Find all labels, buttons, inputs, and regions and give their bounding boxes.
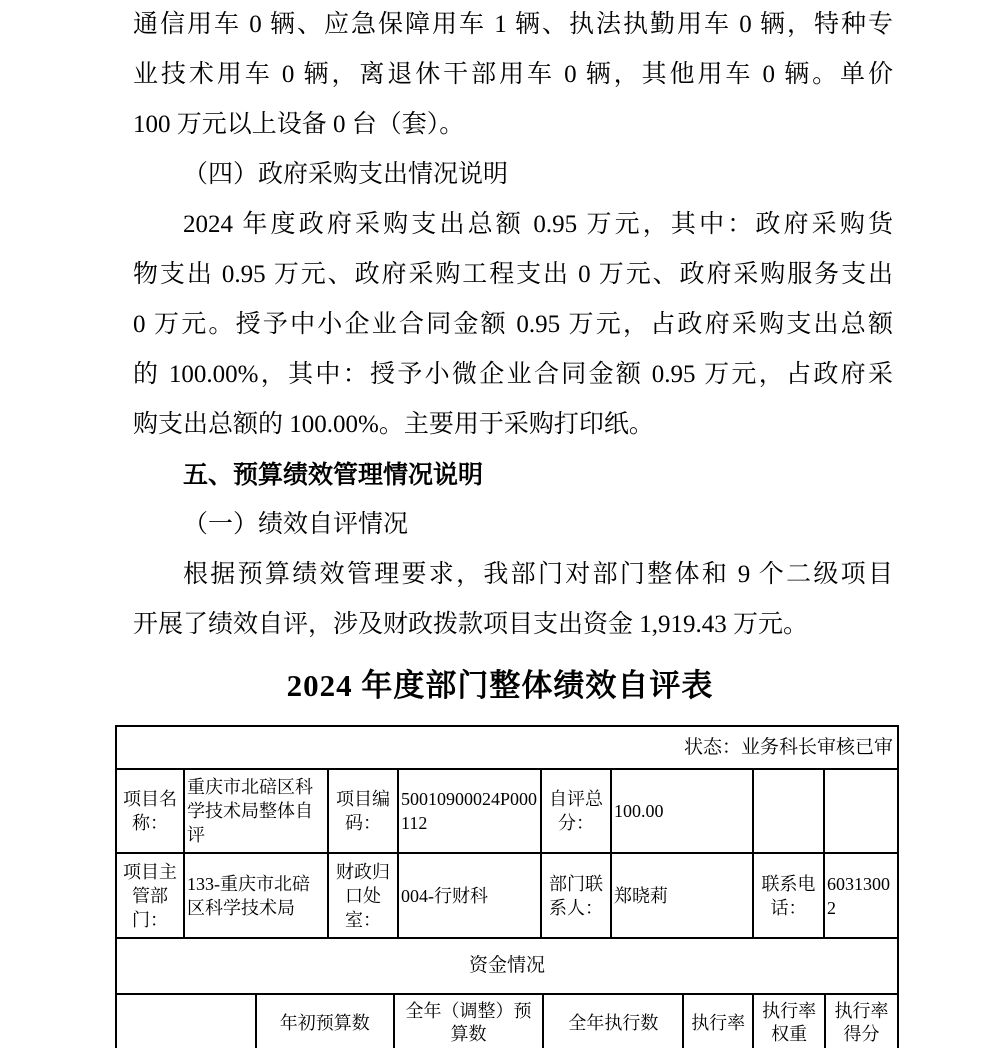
subsection-heading: （四）政府采购支出情况说明 (183, 161, 509, 188)
empty-cell (825, 770, 899, 854)
project-name-label: 项目名称： (117, 770, 185, 854)
execution-header-row (117, 995, 899, 1048)
header-initial-budget: 年初预算数 (257, 995, 395, 1048)
department-info-row (117, 854, 899, 939)
phone-value: 60313002 (825, 854, 899, 939)
body-line: 100 万元以上设备 0 台（套）。 (133, 111, 465, 138)
body-line: 通信用车 0 辆、应急保障用车 1 辆、执法执勤用车 0 辆，特种专 (133, 11, 893, 38)
body-line: 物支出 0.95 万元、政府采购工程支出 0 万元、政府采购服务支出 (133, 261, 893, 288)
header-adjusted-budget: 全年（调整）预算数 (395, 995, 545, 1048)
self-score-value: 100.00 (612, 770, 754, 854)
finance-office-label: 财政归口处室： (329, 854, 399, 939)
phone-label: 联系电话： (754, 854, 825, 939)
finance-office-value: 004-行财科 (399, 854, 542, 939)
contact-person-value: 郑晓莉 (612, 854, 754, 939)
project-info-row (117, 770, 899, 854)
document-body (133, 0, 893, 650)
supervisor-dept-label: 项目主管部门： (117, 854, 185, 939)
body-line: 根据预算绩效管理要求，我部门对部门整体和 9 个二级项目 (183, 561, 893, 588)
empty-cell (754, 770, 825, 854)
body-line: 业技术用车 0 辆，离退休干部用车 0 辆，其他用车 0 辆。单价 (133, 61, 893, 88)
header-rate-score: 执行率得分 (826, 995, 899, 1048)
funding-section-row (117, 939, 899, 995)
body-line: 开展了绩效自评，涉及财政拨款项目支出资金 1,919.43 万元。 (133, 611, 809, 638)
section-heading: 五、预算绩效管理情况说明 (183, 461, 484, 489)
table-title: 2024 年度部门整体绩效自评表 (286, 668, 714, 703)
status-row (117, 727, 899, 770)
header-empty (117, 995, 257, 1048)
self-score-label: 自评总分： (542, 770, 612, 854)
project-code-label: 项目编码： (329, 770, 399, 854)
header-annual-execution: 全年执行数 (544, 995, 684, 1048)
body-line: 的 100.00%，其中：授予小微企业合同金额 0.95 万元，占政府采 (133, 361, 893, 388)
project-code-value: 50010900024P000112 (399, 770, 542, 854)
supervisor-dept-value: 133-重庆市北碚区科学技术局 (185, 854, 329, 939)
body-line: 购支出总额的 100.00%。主要用于采购打印纸。 (133, 411, 654, 438)
header-rate-weight: 执行率权重 (754, 995, 826, 1048)
body-line: 2024 年度政府采购支出总额 0.95 万元，其中：政府采购货 (183, 211, 893, 238)
funding-section-title: 资金情况 (117, 939, 899, 995)
header-execution-rate: 执行率 (684, 995, 754, 1048)
contact-person-label: 部门联系人： (542, 854, 612, 939)
project-name-value: 重庆市北碚区科学技术局整体自评 (185, 770, 329, 854)
performance-table (115, 725, 899, 1048)
body-line: 0 万元。授予中小企业合同金额 0.95 万元，占政府采购支出总额 (133, 311, 893, 338)
status-text: 状态：业务科长审核已审 (117, 727, 899, 770)
subsection-heading: （一）绩效自评情况 (183, 511, 409, 538)
